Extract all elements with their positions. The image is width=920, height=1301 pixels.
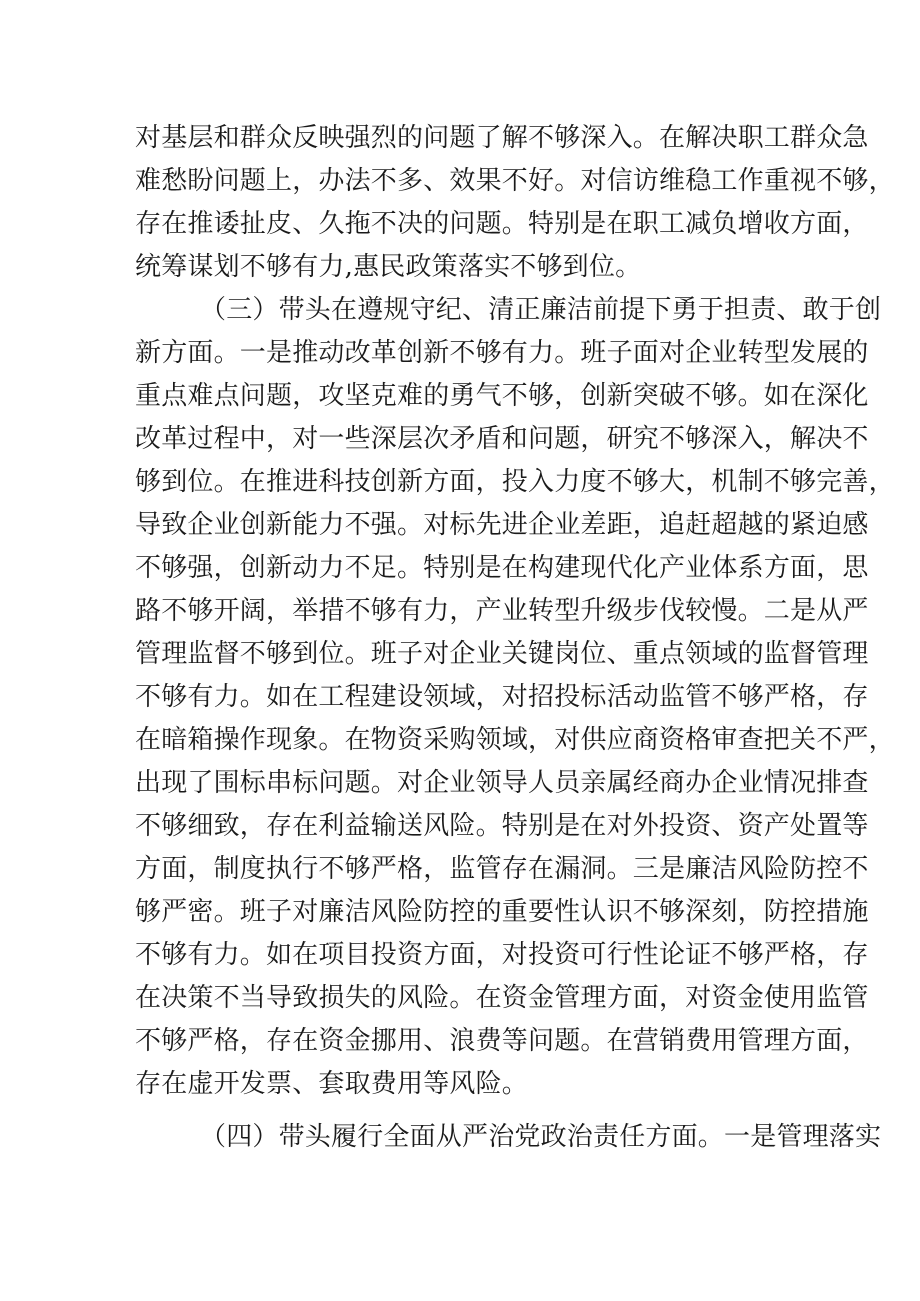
text-line: 管理监督不够到位。班子对企业关键岗位、重点领域的监督管理 <box>135 639 869 669</box>
text-line: 不够强，创新动力不足。特别是在构建现代化产业体系方面，思 <box>135 553 869 583</box>
text-line: 不够细致，存在利益输送风险。特别是在对外投资、资产处置等 <box>135 811 869 841</box>
text-line: 统筹谋划不够有力,惠民政策落实不够到位。 <box>135 252 642 282</box>
text-line: 不够有力。如在项目投资方面，对投资可行性论证不够严格，存 <box>135 940 869 970</box>
text-line: 对基层和群众反映强烈的问题了解不够深入。在解决职工群众急 <box>135 123 869 153</box>
text-line: 够到位。在推进科技创新方面，投入力度不够大，机制不够完善， <box>135 467 895 497</box>
text-line: 在暗箱操作现象。在物资采购领域，对供应商资格审查把关不严， <box>135 725 895 755</box>
text-line: 改革过程中，对一些深层次矛盾和问题，研究不够深入，解决不 <box>135 424 869 454</box>
section-heading-4: （四）带头履行全面从严治党政治责任方面。一是管理落实 <box>200 1122 882 1152</box>
text-line: 新方面。一是推动改革创新不够有力。班子面对企业转型发展的 <box>135 338 869 368</box>
text-line: 出现了围标串标问题。对企业领导人员亲属经商办企业情况排查 <box>135 768 869 798</box>
text-line: 难愁盼问题上，办法不多、效果不好。对信访维稳工作重视不够， <box>135 166 895 196</box>
text-line: 存在推诿扯皮、久拖不决的问题。特别是在职工减负增收方面， <box>135 209 869 239</box>
text-line: 不够有力。如在工程建设领域，对招投标活动监管不够严格，存 <box>135 682 869 712</box>
text-line: 不够严格，存在资金挪用、浪费等问题。在营销费用管理方面， <box>135 1026 869 1056</box>
text-line: 导致企业创新能力不强。对标先进企业差距，追赶超越的紧迫感 <box>135 510 869 540</box>
text-line: 路不够开阔，举措不够有力，产业转型升级步伐较慢。二是从严 <box>135 596 869 626</box>
text-line: 在决策不当导致损失的风险。在资金管理方面，对资金使用监管 <box>135 983 869 1013</box>
text-line: 重点难点问题，攻坚克难的勇气不够，创新突破不够。如在深化 <box>135 381 869 411</box>
text-line: 存在虚开发票、套取费用等风险。 <box>135 1069 529 1099</box>
text-line: 够严密。班子对廉洁风险防控的重要性认识不够深刻，防控措施 <box>135 897 869 927</box>
section-heading-3: （三）带头在遵规守纪、清正廉洁前提下勇于担责、敢于创 <box>200 295 882 325</box>
text-line: 方面，制度执行不够严格，监管存在漏洞。三是廉洁风险防控不 <box>135 854 869 884</box>
